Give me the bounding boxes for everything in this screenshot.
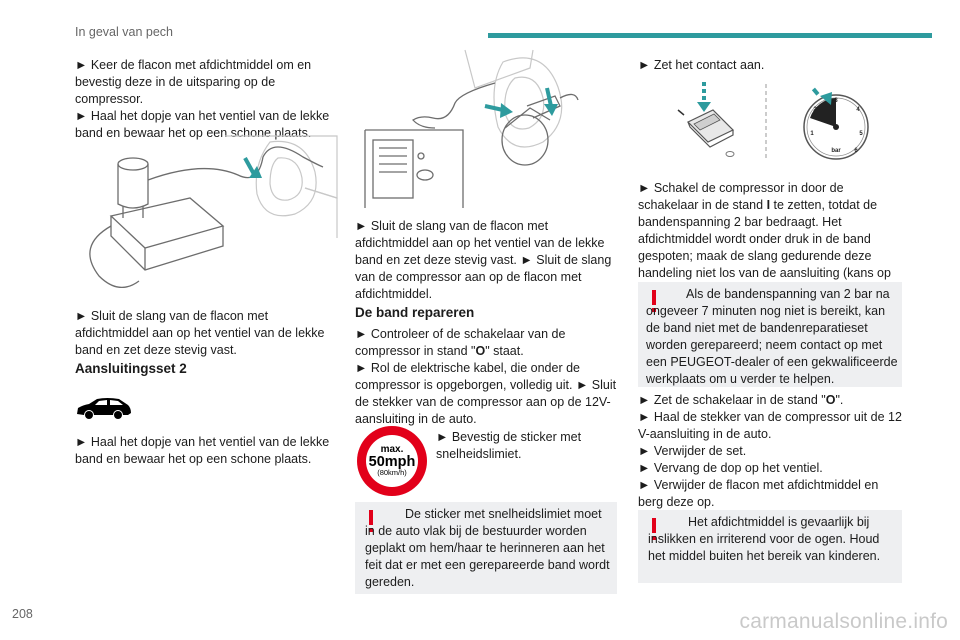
section-title: In geval van pech: [75, 25, 173, 39]
sticker-max: max.: [380, 444, 404, 455]
sticker-kmh: (80km/h): [377, 468, 407, 477]
header-accent-bar: [488, 33, 932, 38]
instruction-remove-set: ► Haal de stekker van de compressor uit de 12 V-aansluiting in de auto. ► Verwijder de set. ► Vervang de dop op het ventiel. ► Verwijder de flacon met afdichtmiddel en berg deze op.: [638, 410, 902, 509]
warning-sealant-text: Het afdichtmiddel is gevaarlijk bij inslikken en irriterend voor de ogen. Houd het middel buiten het bereik van kinderen.: [648, 515, 881, 563]
gauge-unit: bar: [831, 148, 841, 154]
gauge-tick-6: 6: [854, 148, 858, 154]
instruction-switch-off: ► Zet de schakelaar in de stand "O".: [638, 393, 844, 407]
instruction-remove-valve-cap: ► Haal het dopje van het ventiel van de lekke band en bewaar het op een schone plaats.: [75, 435, 330, 466]
instruction-switch-on-compressor: ► Schakel de compressor in door de schakelaar in de stand I te zetten, totdat de bandenspanning 2 bar bedraagt. Het afdichtmiddel wordt onder druk in de band gespoten; maak de slang gedurende deze handeling niet los van de aansluiting (kans op: [638, 181, 891, 280]
gauge-tick-1: 1: [810, 131, 814, 137]
gauge-tick-2: 2: [813, 107, 817, 113]
warning-box-pressure: [638, 282, 902, 387]
car-silhouette-icon: [75, 396, 133, 420]
instruction-ignition-on: ► Zet het contact aan.: [638, 58, 765, 72]
heading-repair-tyre: De band repareren: [355, 305, 475, 320]
instruction-connect-hoses: ► Sluit de slang van de flacon met afdichtmiddel aan op het ventiel van de lekke band en zet deze stevig vast. ► Sluit de slang van de compressor aan op de flacon met afdichtmiddel.: [355, 219, 612, 301]
warning-sticker-text: De sticker met snelheidslimiet moet in de auto vlak bij de bestuurder worden geplakt om hem/haar te herinneren aan het feit dat er met een gerepareerde band wordt gereden.: [365, 507, 610, 589]
compressor-switch-and-gauge-illustration: [668, 82, 883, 162]
page-number: 208: [12, 607, 33, 621]
instruction-unroll-cable: ► Rol de elektrische kabel, die onder de compressor is opgeborgen, volledig uit. ► Sluit de stekker van de compressor aan op de 12V-aansluiting in de auto.: [355, 361, 617, 426]
instruction-connect-hose: ► Sluit de slang van de flacon met afdichtmiddel aan op het ventiel van de lekke band en zet deze stevig vast.: [75, 309, 325, 357]
watermark: carmanualsonline.info: [739, 610, 948, 633]
speed-limit-sticker: [355, 424, 429, 498]
heading-connection-set-2: Aansluitingsset 2: [75, 361, 187, 376]
sticker-speed: 50mph: [368, 454, 416, 470]
instruction-flip-bottle: ► Keer de flacon met afdichtmiddel om en bevestig deze in de uitsparing op de compressor. ► Haal het dopje van het ventiel van de lekke band en bewaar het op een schone plaats.: [75, 58, 330, 140]
warning-pressure-text: Als de bandenspanning van 2 bar na ongeveer 7 minuten nog niet is bereikt, kan de band niet met de bandenreparatieset worden gerepareerd; neem contact op met een PEUGEOT-dealer of een gekwalificeerde werkplaats om u verder te helpen.: [646, 287, 898, 386]
warning-box-sticker: [355, 502, 617, 594]
instruction-check-switch: ► Controleer of de schakelaar van de compressor in stand "O" staat.: [355, 327, 566, 358]
warning-box-sealant: [638, 510, 902, 583]
gauge-tick-3: 3: [834, 98, 838, 104]
compressor-illustration-1: [75, 128, 340, 288]
gauge-tick-5: 5: [859, 131, 863, 137]
compressor-illustration-2: [355, 48, 620, 208]
gauge-tick-4: 4: [856, 107, 860, 113]
instruction-attach-sticker: ► Bevestig de sticker met snelheidslimiet.: [436, 430, 582, 461]
